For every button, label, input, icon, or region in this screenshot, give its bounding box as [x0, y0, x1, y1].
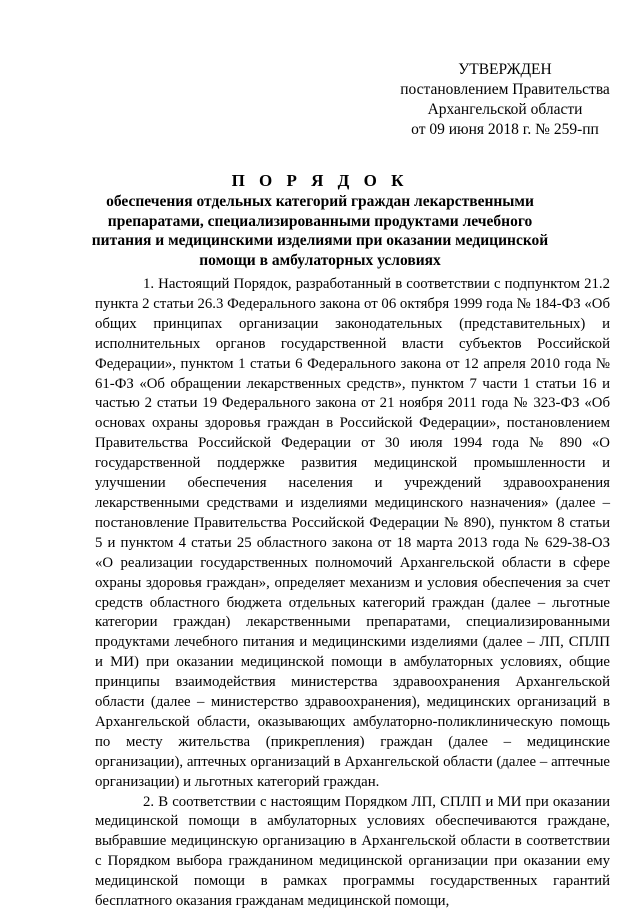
paragraph-1: 1. Настоящий Порядок, разработанный в соответствии с подпунктом 21.2 пункта 2 статьи 26.3 Федерального закона от 06 октября 1999 года № 184-ФЗ «Об общих принципах организации законодательных (представительных) и исполнительных органов государственной власти субъектов Российской Федерации», пунктом 1 статьи 6 Федерального закона от 12 апреля 2010 года № 61-ФЗ «Об обращении лекарственных средств», пунктом 7 части 1 статьи 16 и частью 2 статьи 19 Федерального закона от 21 ноября 2011 года № 323-ФЗ «Об основах охраны здоровья граждан в Российской Федерации», постановлением Правительства Российской Федерации от 30 июля 1994 года № 890 «О государственной поддержке развития медицинской промышленности и улучшении обеспечения населения и учреждений здравоохранения лекарственными средствами и изделиями медицинского назначения» (далее – постановление Правительства Российской Федерации № 890), пунктом 8 статьи 5 и пунктом 4 статьи 25 областного закона от 18 марта 2013 года № 629-38-ОЗ «О реализации государственных полномочий Архангельской области в сфере охраны здоровья граждан», определяет механизм и условия обеспечения за счет средств областного бюджета отдельных категорий граждан (далее – льготные категории граждан) лекарственными препаратами, специализированными продуктами лечебного питания и медицинскими изделиями (далее – ЛП, СПЛП и МИ) при оказании медицинской помощи в амбулаторных условиях, общие принципы взаимодействия министерства здравоохранения Архангельской области (далее – министерство здравоохранения), медицинских организаций в Архангельской области, оказывающих амбулаторно-поликлиническую помощь по месту жительства (прикрепления) граждан (далее – медицинские организации), аптечных организаций в Архангельской области (далее – аптечные организации) и льготных категорий граждан.	[95, 276, 610, 790]
document-body	[95, 275, 610, 912]
paragraph-2: 2. В соответствии с настоящим Порядком ЛП, СПЛП и МИ при оказании медицинской помощи в амбулаторных условиях обеспечиваются граждане, выбравшие медицинскую организацию в Архангельской области в соответствии с Порядком выбора гражданином медицинской организации при оказании ему медицинской помощи в рамках программы государственных гарантий бесплатного оказания гражданам медицинской помощи,	[95, 793, 610, 910]
approval-heading: УТВЕРЖДЕН	[458, 61, 552, 78]
approval-date-line: от 09 июня 2018 г. № 259-пп	[411, 121, 599, 138]
title-subtitle: обеспечения отдельных категорий граждан лекарственными препаратами, специализированными продуктами лечебного питания и медицинскими изделиями при оказании медицинской помощи в амбулаторных условиях	[91, 193, 549, 269]
approval-stamp	[390, 60, 620, 140]
document-title	[80, 170, 560, 270]
title-main: П О Р Я Д О К	[231, 171, 409, 190]
approval-by-line: постановлением Правительства	[400, 81, 610, 98]
approval-region-line: Архангельской области	[427, 101, 583, 118]
